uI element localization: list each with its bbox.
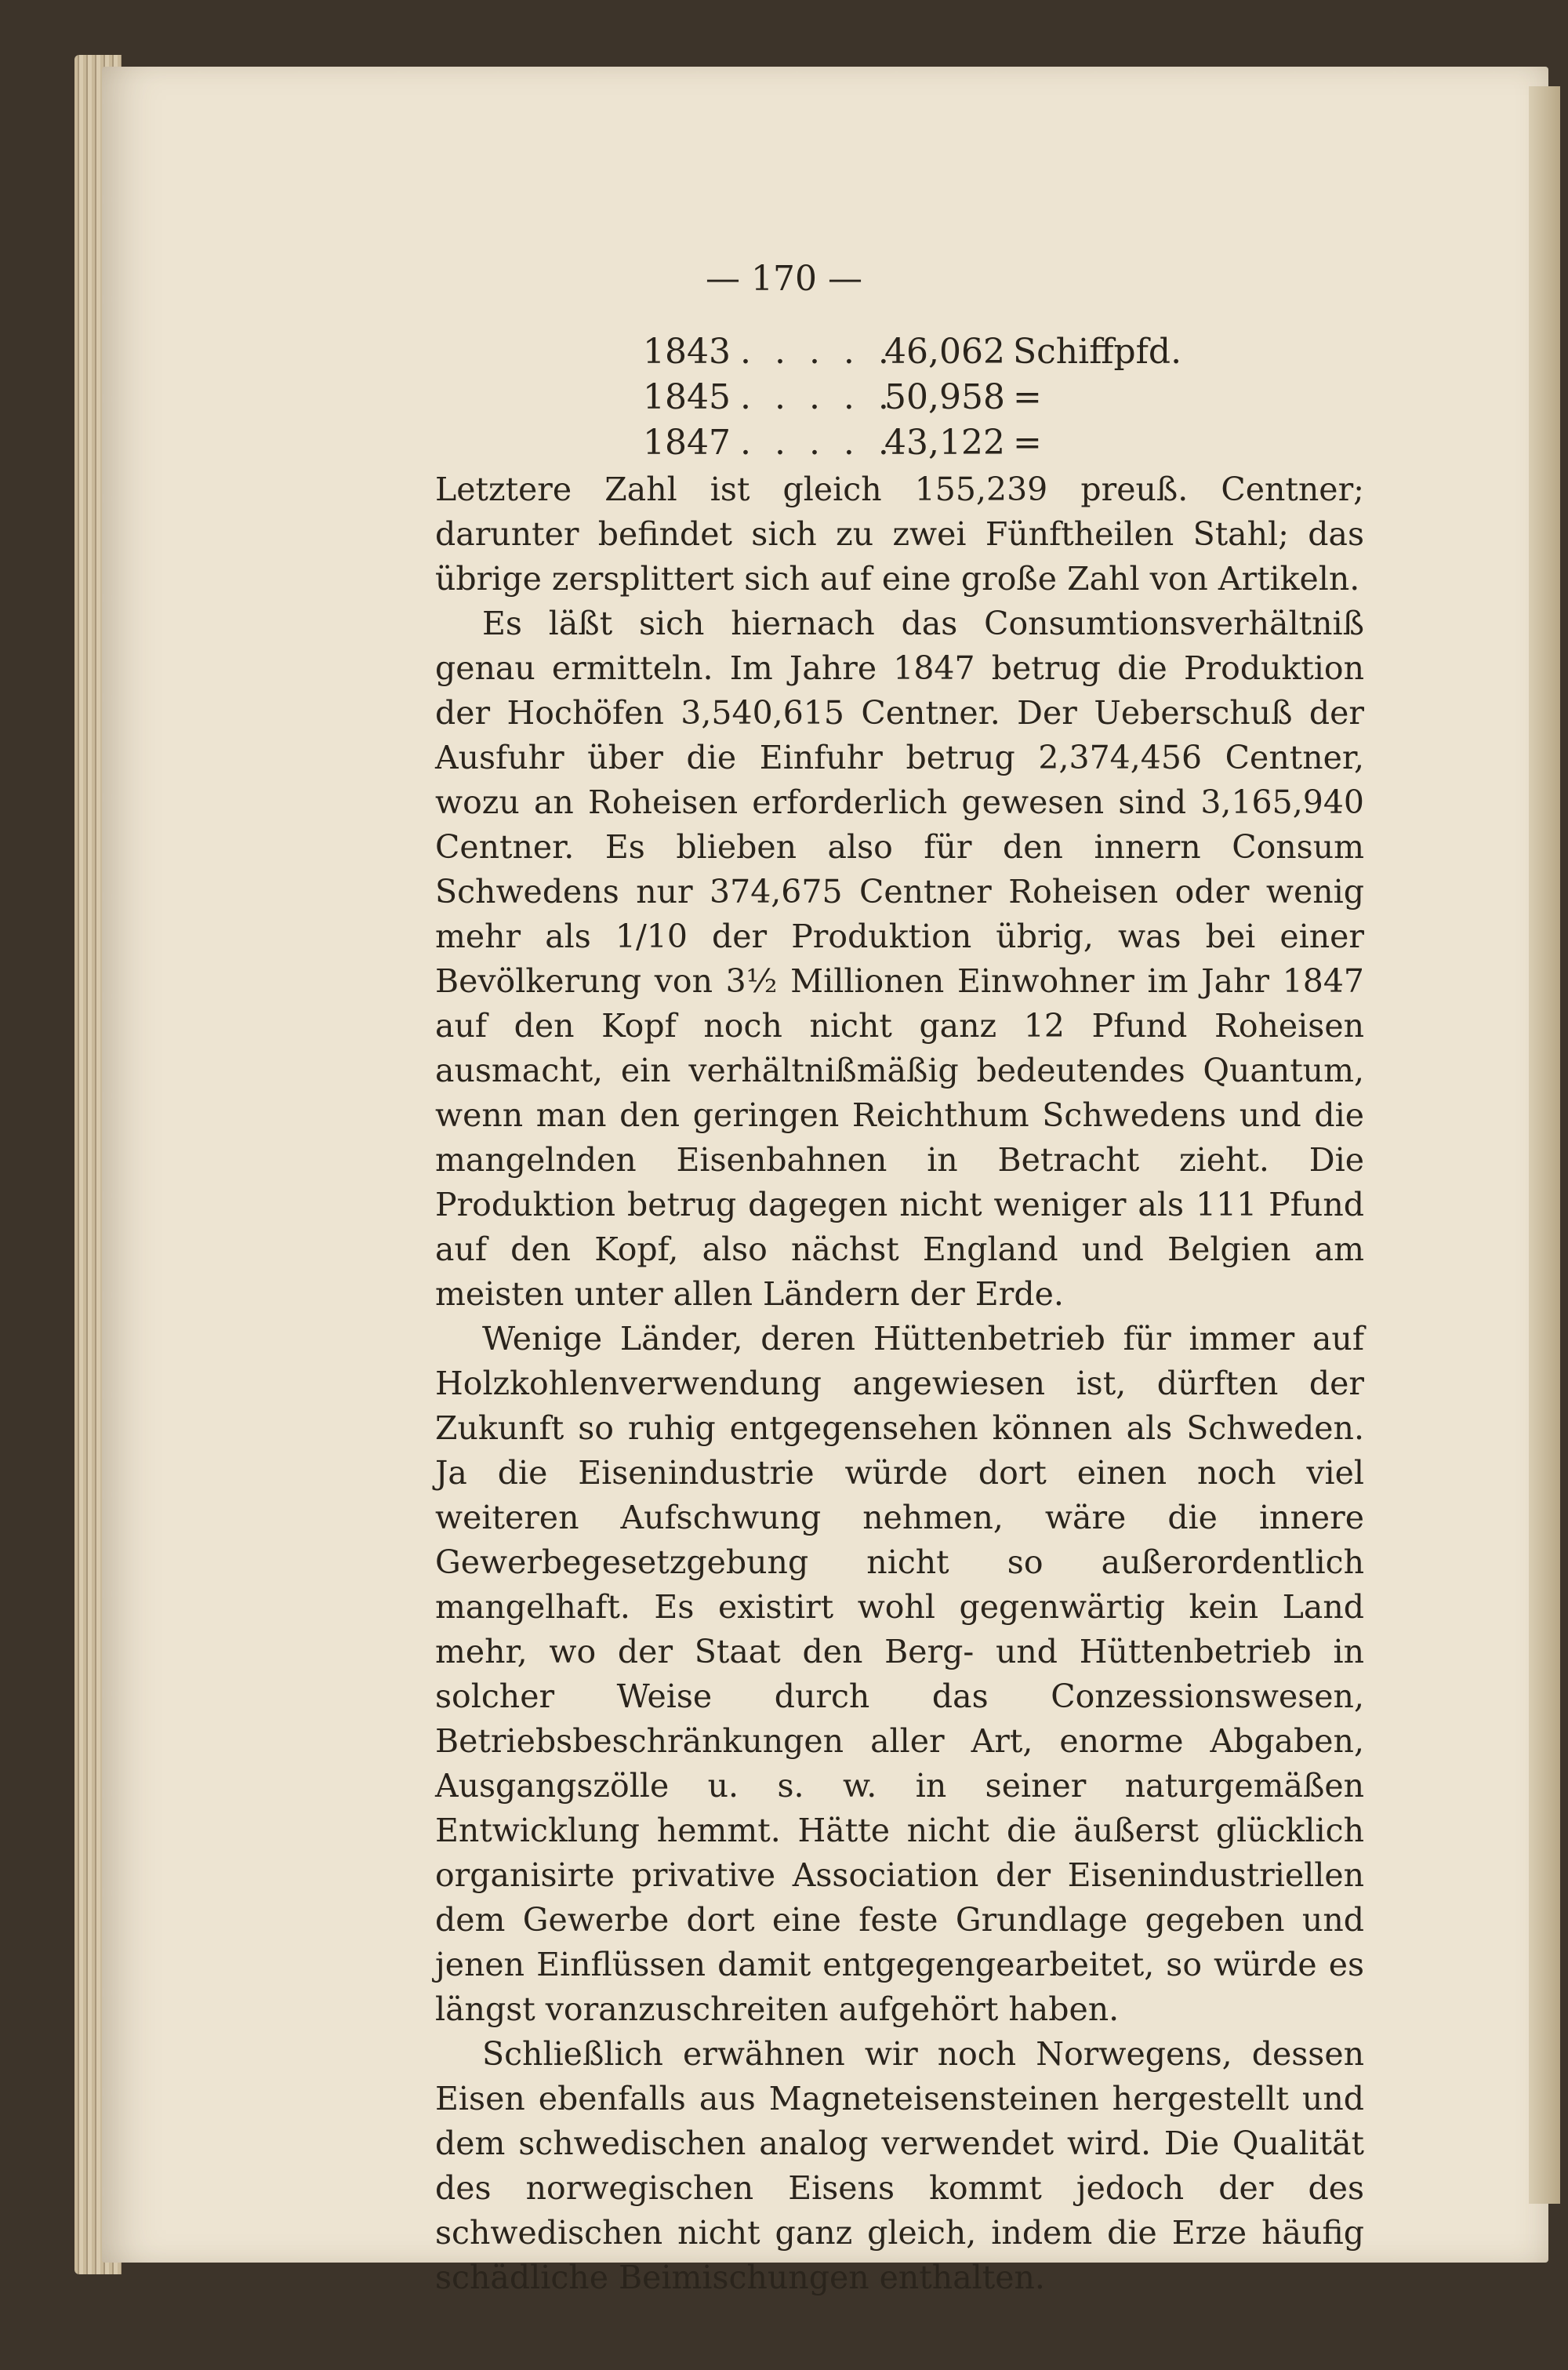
table-unit: Schiffpfd. bbox=[1013, 332, 1182, 372]
paragraph: Schließlich erwähnen wir noch Norwegens, dessen Eisen ebenfalls aus Magneteisensteinen hergestellt und dem schwedischen analog verwendet wird. Die Qualität des norwegischen Eisens kommt jedoch der des schwedischen nicht ganz gleich, indem die Erze häufig schädliche Beimischungen enthalten. bbox=[435, 2035, 1364, 2296]
table-row bbox=[643, 329, 1192, 375]
table-value: 46,062 bbox=[884, 332, 1005, 372]
production-table bbox=[643, 329, 1192, 466]
table-year: 1847 bbox=[643, 423, 731, 463]
right-page-edge bbox=[1529, 86, 1560, 2204]
page-number: — 170 — bbox=[706, 259, 862, 299]
table-dots: . . . . . bbox=[740, 423, 895, 463]
table-year: 1845 bbox=[643, 377, 731, 417]
table-row bbox=[643, 420, 1192, 466]
table-value: 43,122 bbox=[884, 423, 1005, 463]
paragraph: Letztere Zahl ist gleich 155,239 preuß. Centner; darunter befindet sich zu zwei Fünftheilen Stahl; das übrige zersplittert sich auf eine große Zahl von Artikeln. bbox=[435, 471, 1364, 598]
table-unit: = bbox=[1013, 377, 1042, 417]
paragraph: Es läßt sich hiernach das Consumtionsverhältniß genau ermitteln. Im Jahre 1847 betrug die Produktion der Hochöfen 3,540,615 Centner. Der Ueberschuß der Ausfuhr über die Einfuhr betrug 2,374,456 Centner, wozu an Roheisen erforderlich gewesen sind 3,165,940 Centner. Es blieben also für den innern Consum Schwedens nur 374,675 Centner Roheisen oder wenig mehr als 1/10 der Produktion übrig, was bei einer Bevölkerung von 3½ Millionen Einwohner im Jahr 1847 auf den Kopf noch nicht ganz 12 Pfund Roheisen ausmacht, ein verhältnißmäßig bedeutendes Quantum, wenn man den geringen Reichthum Schwedens und die mangelnden Eisenbahnen in Betracht zieht. Die Produktion betrug dagegen nicht weniger als 111 Pfund auf den Kopf, also nächst England und Belgien am meisten unter allen Ländern der Erde. bbox=[435, 605, 1364, 1313]
paragraph: Wenige Länder, deren Hüttenbetrieb für immer auf Holzkohlenverwendung angewiesen ist, dürften der Zukunft so ruhig entgegensehen können als Schweden. Ja die Eisenindustrie würde dort einen noch viel weiteren Aufschwung nehmen, wäre die innere Gewerbegesetzgebung nicht so außerordentlich mangelhaft. Es existirt wohl gegenwärtig kein Land mehr, wo der Staat den Berg- und Hüttenbetrieb in solcher Weise durch das Conzessionswesen, Betriebsbeschränkungen aller Art, enorme Abgaben, Ausgangszölle u. s. w. in seiner naturgemäßen Entwicklung hemmt. Hätte nicht die äußerst glücklich organisirte privative Association der Eisenindustriellen dem Gewerbe dort eine feste Grundlage gegeben und jenen Einflüssen damit entgegengearbeitet, so würde es längst voranzuschreiten aufgehört haben. bbox=[435, 1320, 1364, 2028]
table-row bbox=[643, 375, 1192, 420]
table-value: 50,958 bbox=[884, 377, 1005, 417]
table-year: 1843 bbox=[643, 332, 731, 372]
table-dots: . . . . . bbox=[740, 377, 895, 417]
body-text bbox=[435, 467, 1364, 2300]
table-unit: = bbox=[1013, 423, 1042, 463]
table-dots: . . . . . bbox=[740, 332, 895, 372]
